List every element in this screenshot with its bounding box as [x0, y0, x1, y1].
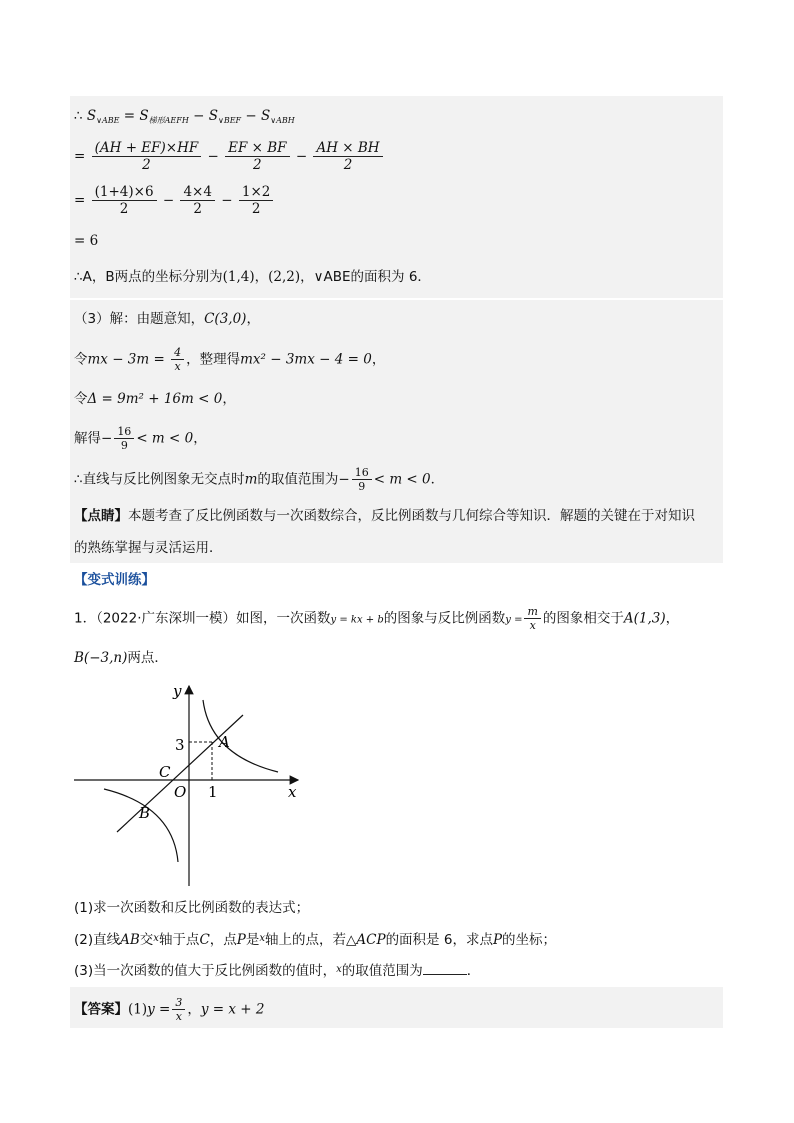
area-symbol: S [261, 108, 271, 124]
fraction-denominator: x [529, 619, 536, 632]
fraction-3-over-x [172, 996, 185, 1023]
point-p: P [492, 932, 503, 948]
subquestion-text: 的面积是 6，求点 [385, 932, 493, 948]
fraction-denominator: 2 [253, 157, 262, 173]
minus-sign: − [295, 148, 308, 165]
fraction-numeric-3 [239, 184, 274, 217]
area-symbol: S [208, 108, 218, 124]
subquestion-text: 交 [139, 932, 154, 948]
part3-intro [74, 309, 260, 329]
area-result: = 6 [74, 233, 99, 249]
fraction-numerator: AH × BH [313, 140, 382, 157]
area-formula-line [74, 106, 295, 131]
question-line-2 [74, 648, 168, 668]
subquestion-text: 是 [245, 932, 260, 948]
fraction-trapezoid [92, 140, 202, 173]
range-inequality: < m < 0 [136, 430, 194, 447]
subquestion-text: ，点 [209, 932, 237, 948]
answer-blank [423, 962, 467, 975]
fraction-numerator: 16 [352, 466, 372, 480]
comment-text: 本题考查了反比例函数与一次函数综合，反比例函数与几何综合等知识．解题的关键在于对知识 [128, 508, 695, 524]
fraction-denominator: 2 [119, 201, 129, 217]
conclusion-text-a: ∴A，B两点的坐标分别为 [74, 269, 223, 285]
answer-part-number: (1) [128, 1001, 148, 1018]
part3-discriminant-line [74, 389, 236, 409]
part3-solve-line [74, 425, 207, 452]
point-b-coord: B(−3,n) [74, 650, 128, 666]
triangle-acp: △ACP [346, 932, 386, 948]
y-axis-label: y [173, 682, 182, 700]
equation-lhs: mx − 3m = [87, 351, 165, 368]
part3-conclusion [74, 466, 444, 493]
linear-function-expr: y = kx + b [330, 614, 384, 626]
subquestion-text: ． [466, 963, 481, 979]
fraction-numerator: (1+4)×6 [92, 184, 157, 201]
variable-x: x [153, 933, 159, 944]
hyperbola-branch-q1 [203, 700, 278, 772]
part3-intro-text: （3）解：由题意知， [74, 311, 205, 327]
area-symbol: S [139, 108, 149, 124]
fraction-denominator: 2 [343, 157, 353, 173]
comment-line-1 [74, 506, 695, 526]
subquestion-3 [74, 960, 480, 981]
y-equals: y = [147, 1001, 171, 1018]
fraction-abh [313, 140, 382, 173]
variable-x: x [259, 933, 266, 944]
line-text: ， [371, 351, 386, 368]
fraction-denominator: 2 [193, 201, 202, 217]
linear-answer: y = x + 2 [200, 1001, 265, 1018]
x-axis-label: x [288, 783, 297, 801]
point-a-coord: (1,4) [222, 269, 255, 285]
point-c: C [199, 932, 210, 948]
fraction-16-over-9 [114, 425, 134, 452]
fraction-denominator: 9 [358, 480, 366, 493]
fraction-numerator: m [524, 605, 540, 619]
minus-sign: − [193, 108, 205, 124]
minus-sign: − [245, 108, 257, 124]
comma: ， [254, 269, 269, 285]
question-source: （2022·广东深圳一模）如图，一次函数 [96, 610, 331, 627]
area-subscript-bef: ∨BEF [217, 116, 242, 125]
therefore-symbol: ∴ [74, 108, 83, 124]
comment-label: 【点睛】 [74, 508, 128, 524]
point-b-label: B [139, 804, 151, 822]
fraction-numerator: 3 [172, 996, 185, 1010]
point-a-label: A [219, 733, 230, 751]
fraction-numerator: 16 [114, 425, 134, 439]
line-text: 令 [74, 391, 88, 407]
line-text: 令 [74, 351, 88, 368]
fraction-numerator: EF × BF [225, 140, 289, 157]
area-symbol: S [86, 108, 97, 124]
quadratic-equation: mx² − 3mx − 4 = 0 [240, 351, 372, 368]
fraction-denominator: 2 [251, 201, 261, 217]
line-text: ． [430, 471, 445, 488]
area-subscript-abh: ∨ABH [270, 116, 295, 125]
fraction-bef [225, 140, 289, 173]
question-text: 两点． [127, 650, 168, 666]
part2-conclusion [74, 267, 431, 287]
answer-line [74, 996, 264, 1023]
fraction-numeric-2 [180, 184, 215, 217]
subquestion-text: (2)直线 [74, 932, 121, 948]
fraction-numerator: 4 [171, 346, 184, 360]
point-c-coord: C(3,0) [204, 311, 247, 327]
minus-sign: − [207, 148, 219, 165]
line-text: ∴直线与反比例图象无交点时 [74, 471, 245, 488]
minus-sign: − [101, 430, 113, 447]
y-tick-label-3: 3 [175, 736, 185, 754]
point-c-label: C [159, 763, 171, 781]
x-tick-label-1: 1 [208, 783, 218, 801]
fraction-numerator: (AH + EF)×HF [92, 140, 202, 157]
subquestion-text: 的坐标； [502, 932, 557, 948]
function-graph [70, 680, 310, 892]
point-a-coord: A(1,3) [623, 610, 666, 627]
variable-x: x [336, 964, 342, 975]
line-text: 解得 [74, 430, 101, 447]
line-text: ， [193, 430, 207, 447]
subquestion-text: 的取值范围为 [341, 963, 423, 979]
subquestion-2 [74, 929, 556, 950]
equals-sign: = [74, 148, 86, 165]
fraction-numerator: 1×2 [239, 184, 274, 201]
question-text: 的图象与反比例函数 [383, 610, 506, 627]
answer-separator: ， [187, 1001, 201, 1018]
fraction-4-over-x [171, 346, 184, 373]
fraction-numerator: 4×4 [180, 184, 215, 201]
area-subscript-abe: ∨ABE [96, 116, 120, 125]
fraction-denominator: 2 [142, 157, 151, 173]
point-p: P [236, 932, 246, 948]
variable-m: m [244, 471, 258, 488]
question-text: 的图象相交于 [542, 610, 624, 627]
fraction-16-over-9 [352, 466, 372, 493]
origin-label: O [174, 783, 187, 801]
variant-heading: 【变式训练】 [74, 572, 155, 588]
area-fraction-line-2 [74, 184, 275, 217]
subquestion-text: (3)当一次函数的值大于反比例函数的值时， [74, 963, 337, 979]
line-text: 的取值范围为 [257, 471, 339, 488]
subquestion-text: 轴上的点，若 [265, 932, 347, 948]
fraction-denominator: x [175, 1010, 182, 1023]
area-fraction-line-1 [74, 140, 385, 173]
subquestion-text: 轴于点 [158, 932, 200, 948]
hyperbola-branch-q3 [104, 789, 178, 862]
conclusion-text-b: ，∨ABE的面积为 6． [300, 269, 431, 285]
line-text: ， [222, 391, 236, 407]
part3-intro-end: ， [246, 311, 260, 327]
minus-sign: − [162, 192, 175, 209]
fraction-numeric-1 [92, 184, 157, 217]
fraction-denominator: 9 [120, 439, 128, 452]
equals-sign: = [123, 108, 136, 124]
area-subscript-trapezoid: 梯形AEFH [148, 116, 189, 125]
question-line-1 [74, 605, 679, 632]
comment-line-2: 的熟练掌握与灵活运用． [74, 540, 223, 556]
equals-sign: = [74, 192, 86, 209]
point-b-coord: (2,2) [268, 269, 301, 285]
y-equals: y = [505, 614, 523, 626]
minus-sign: − [221, 192, 233, 209]
answer-label: 【答案】 [74, 1001, 128, 1018]
fraction-denominator: x [174, 360, 181, 373]
range-inequality: < m < 0 [373, 471, 431, 488]
fraction-m-over-x [524, 605, 540, 632]
minus-sign: − [338, 471, 350, 488]
part3-equation-line [74, 346, 385, 373]
question-number: 1． [74, 610, 97, 627]
discriminant-inequality: Δ = 9m² + 16m < 0 [87, 391, 223, 407]
line-ab: AB [120, 932, 140, 948]
line-text: ，整理得 [186, 351, 241, 368]
question-text: ， [665, 610, 680, 627]
subquestion-1: (1)求一次函数和反比例函数的表达式； [74, 900, 310, 916]
